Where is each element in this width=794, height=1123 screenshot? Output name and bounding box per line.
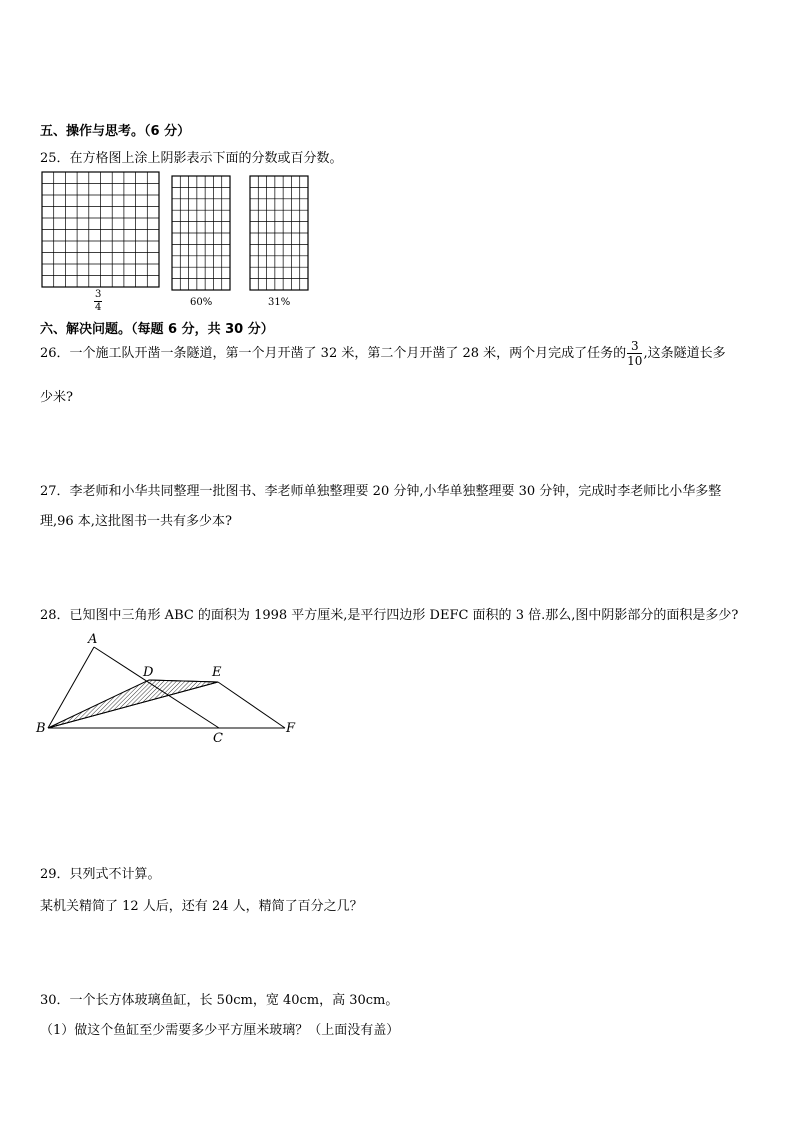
q27-line2: 理,96 本,这批图书一共有多少本? — [40, 514, 232, 529]
q29-line2: 某机关精简了 12 人后，还有 24 人，精简了百分之几？ — [40, 899, 363, 914]
q26-frac-den: 10 — [627, 354, 643, 368]
q25-text: 25．在方格图上涂上阴影表示下面的分数或百分数。 — [40, 151, 343, 166]
point-a-label: A — [88, 632, 98, 647]
grid-label-num: 3 — [95, 289, 102, 300]
grid-label-thirty-one-percent: 31% — [268, 297, 291, 308]
q30-line1: 30．一个长方体玻璃鱼缸，长 50cm，宽 40cm，高 30cm。 — [40, 993, 399, 1008]
q26-line2: 少米? — [40, 390, 73, 405]
q27-line1: 27．李老师和小华共同整理一批图书、李老师单独整理要 20 分钟,小华单独整理要 30 分钟，完成时李老师比小华多整 — [40, 484, 722, 499]
q26-line1 — [40, 340, 726, 367]
section6-heading: 六、解决问题。（每题 6 分，共 30 分） — [40, 322, 274, 337]
q29-line1: 29．只列式不计算。 — [40, 867, 161, 882]
point-d-label: D — [143, 665, 154, 680]
q26-text-before: 26．一个施工队开凿一条隧道，第一个月开凿了 32 米，第二个月开凿了 28 米，两个月完成了任务的 — [40, 346, 627, 361]
q26-text-after: ,这条隧道长多 — [643, 346, 726, 361]
segment-ac — [94, 647, 219, 728]
grid-label-sixty-percent: 60% — [190, 297, 213, 308]
q26-fraction — [627, 340, 642, 367]
q28-text: 28．已知图中三角形 ABC 的面积为 1998 平方厘米,是平行四边形 DEFC 面积的 3 倍.那么,图中阴影部分的面积是多少? — [40, 608, 739, 623]
grid-thirty-one-percent[interactable] — [250, 176, 308, 290]
point-b-label: B — [36, 721, 46, 736]
grid-three-quarters[interactable] — [42, 172, 159, 287]
q28-figure — [30, 628, 310, 748]
q30-line2: （1）做这个鱼缸至少需要多少平方厘米玻璃？（上面没有盖） — [40, 1023, 400, 1038]
segment-ef — [218, 682, 285, 728]
q26-frac-num: 3 — [627, 340, 642, 354]
point-f-label: F — [286, 721, 296, 736]
point-c-label: C — [213, 731, 223, 746]
section5-heading: 五、操作与思考。（6 分） — [40, 124, 191, 139]
grid-label-den: 4 — [95, 302, 102, 313]
grid-label-three-quarters — [93, 290, 103, 313]
grid-sixty-percent[interactable] — [172, 176, 230, 290]
point-e-label: E — [212, 665, 222, 680]
q25-grids — [40, 170, 320, 315]
